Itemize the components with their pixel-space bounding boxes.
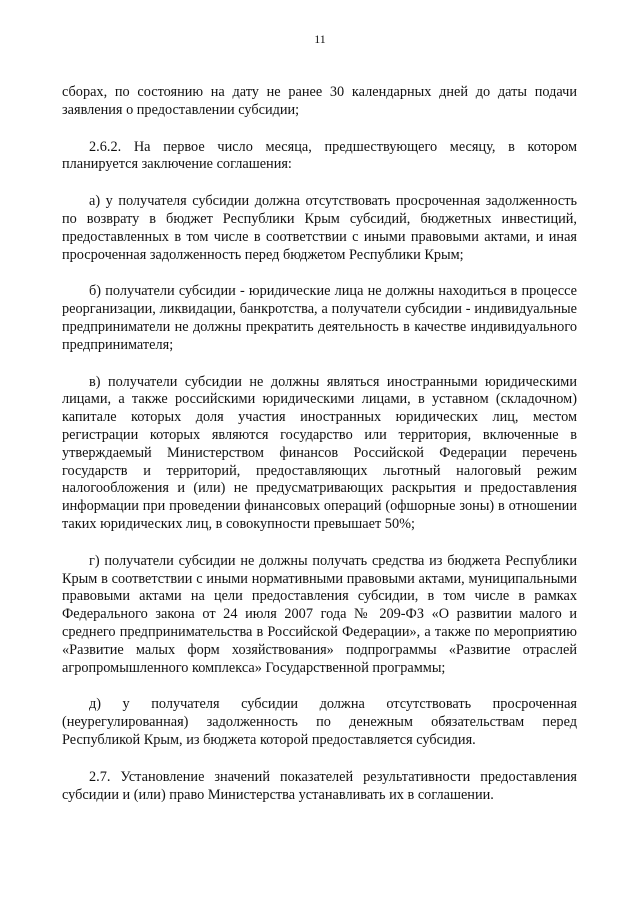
- paragraph-item-g: г) получатели субсидии не должны получать средства из бюджета Республики Крым в соответствии с иными нормативными правовыми актами, муниципальными правовыми актами на цели предоставления субсидии, в том числе в рамках Федерального закона от 24 июля 2007 года № 209-ФЗ «О развитии малого и среднего предпринимательства в Российской Федерации», а также по мероприятию «Развитие малых форм хозяйствования» подпрограммы «Развитие отраслей агропромышленного комплекса» Государственной программы;: [62, 552, 577, 676]
- paragraph-continuation: сборах, по состоянию на дату не ранее 30 календарных дней до даты подачи заявления о предоставлении субсидии;: [62, 84, 577, 118]
- paragraph-item-b: б) получатели субсидии - юридические лица не должны находиться в процессе реорганизации, ликвидации, банкротства, а получатели субсидии - индивидуальные предприниматели не должны прекратить деятельность в качестве индивидуального предпринимателя;: [62, 283, 577, 353]
- page-number: 11: [314, 32, 326, 46]
- paragraph-2-7: 2.7. Установление значений показателей результативности предоставления субсидии и (или) право Министерства устанавливать их в соглашении.: [62, 768, 577, 803]
- paragraph-item-d: д) у получателя субсидии должна отсутствовать просроченная (неурегулированная) задолженность по денежным обязательствам перед Республикой Крым, из бюджета которой предоставляется субсидия.: [62, 696, 577, 748]
- paragraph-2-6-2: 2.6.2. На первое число месяца, предшествующего месяцу, в котором планируется заключение соглашения:: [62, 138, 577, 173]
- paragraph-item-a: а) у получателя субсидии должна отсутствовать просроченная задолженность по возврату в бюджет Республики Крым субсидий, бюджетных инвестиций, предоставленных в том числе в соответствии с иными правовыми актами, и иная просроченная задолженность перед бюджетом Республики Крым;: [62, 193, 577, 263]
- document-body: [62, 84, 577, 823]
- paragraph-item-v: в) получатели субсидии не должны являться иностранными юридическими лицами, а также российскими юридическими лицами, в уставном (складочном) капитале которых доля участия иностранных юридических лиц, местом регистрации которых являются государство или территория, включенные в утверждаемый Министерством финансов Российской Федерации перечень государств и территорий, предоставляющих льготный налоговый режим налогообложения и (или) не предусматривающих раскрытия и предоставления информации при проведении финансовых операций (офшорные зоны) в отношении таких юридических лиц, в совокупности превышает 50%;: [62, 373, 577, 532]
